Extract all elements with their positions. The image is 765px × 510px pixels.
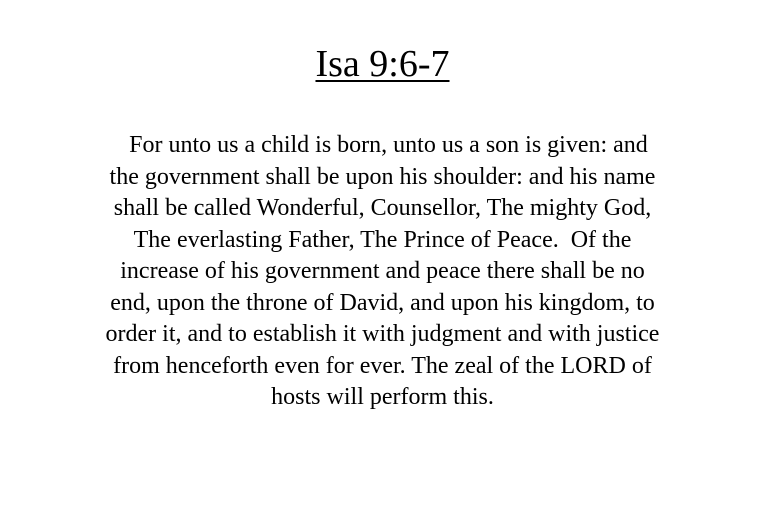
scripture-line: increase of his government and peace there shall be no — [120, 258, 645, 284]
scripture-line: end, upon the throne of David, and upon his kingdom, to — [110, 289, 655, 316]
scripture-line: shall be called Wonderful, Counsellor, The mighty God, — [113, 195, 652, 221]
scripture-line: the government shall be upon his shoulder: and his name — [109, 163, 656, 190]
scripture-text — [40, 130, 725, 414]
slide-title-text: Isa 9:6-7 — [315, 43, 450, 85]
scripture-line: order it, and to establish it with judgment and with justice — [105, 321, 660, 347]
scripture-line: hosts will perform this. — [271, 384, 494, 410]
scripture-line: For unto us a child is born, unto us a son is given: and — [117, 132, 648, 158]
scripture-line: The everlasting Father, The Prince of Peace. Of the — [133, 226, 632, 253]
scripture-line: from henceforth even for ever. The zeal of the LORD of — [113, 352, 652, 379]
slide-title — [0, 40, 765, 88]
